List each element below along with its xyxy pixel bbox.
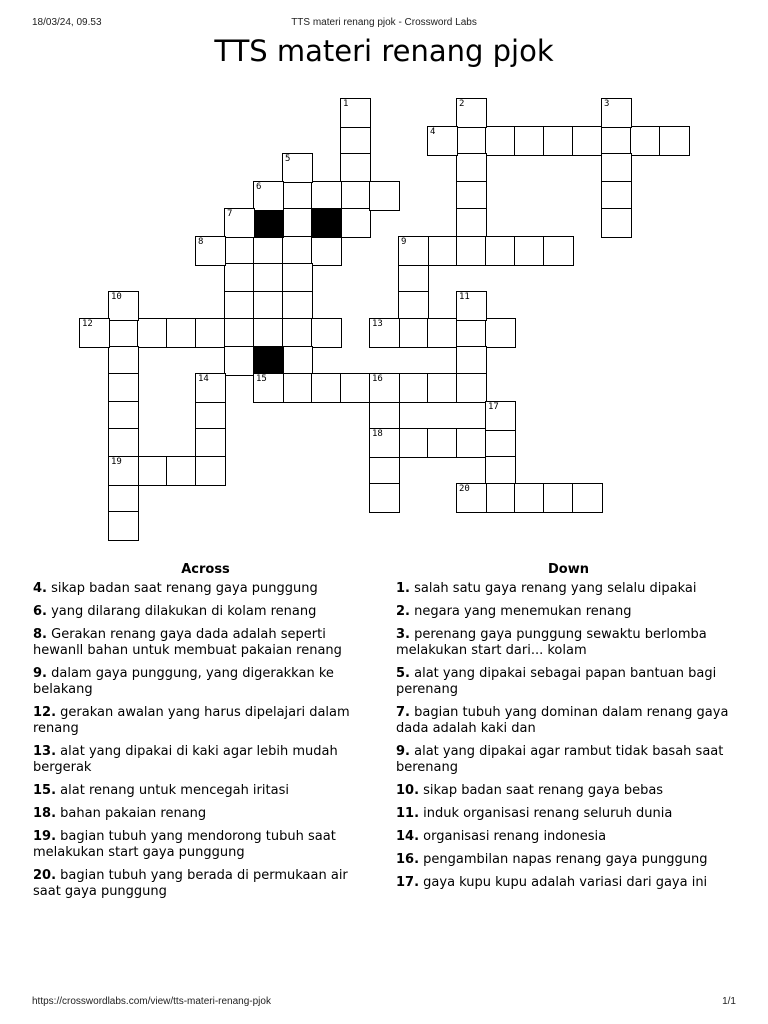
clue-number: 19: [111, 456, 122, 467]
clue-number: 9.: [396, 744, 410, 759]
clue-number: 8: [198, 236, 204, 247]
down-clue: [396, 705, 741, 737]
grid-cell[interactable]: [369, 318, 400, 348]
clue-text: alat renang untuk mencegah iritasi: [56, 783, 289, 798]
clue-text: sikap badan saat renang gaya punggung: [46, 581, 318, 596]
clue-number: 15.: [33, 783, 57, 798]
clue-number: 4.: [33, 581, 47, 596]
grid-cell[interactable]: [659, 126, 690, 156]
grid-cell[interactable]: [282, 291, 313, 321]
grid-cell[interactable]: [456, 318, 487, 348]
grid-cell[interactable]: [224, 263, 255, 293]
grid-cell[interactable]: [456, 126, 487, 156]
clue-text: bagian tubuh yang berada di permukaan air saat gaya punggung: [33, 868, 348, 899]
grid-cell[interactable]: [340, 181, 371, 211]
footer-url: https://crosswordlabs.com/view/tts-materi-renang-pjok: [32, 996, 271, 1007]
grid-cell[interactable]: [456, 181, 487, 211]
grid-cell[interactable]: [369, 181, 400, 211]
clue-number: 19.: [33, 829, 57, 844]
down-clue: [396, 744, 741, 776]
grid-cell[interactable]: [398, 263, 429, 293]
clue-number: 7: [227, 209, 233, 219]
grid-cell[interactable]: [398, 318, 429, 348]
grid-cell[interactable]: [282, 181, 313, 211]
grid-cell[interactable]: [456, 346, 487, 376]
clue-number: 14: [198, 374, 209, 384]
grid-cell[interactable]: [456, 98, 487, 128]
grid-cell[interactable]: [485, 126, 516, 156]
grid-cell[interactable]: [282, 318, 313, 348]
down-clue: [396, 852, 741, 868]
clue-number: 3.: [396, 627, 410, 642]
clue-number: 16: [372, 374, 383, 384]
grid-cell[interactable]: [253, 236, 284, 266]
down-clues: [396, 562, 741, 898]
grid-cell[interactable]: [311, 318, 342, 348]
grid-cell[interactable]: [108, 401, 139, 431]
clue-number: 7.: [396, 705, 410, 720]
grid-cell[interactable]: [543, 236, 574, 266]
grid-cell[interactable]: [398, 373, 429, 403]
grid-cell[interactable]: [108, 346, 139, 376]
clue-text: dalam gaya punggung, yang digerakkan ke belakang: [33, 666, 334, 697]
grid-cell[interactable]: [224, 346, 255, 376]
clue-text: yang dilarang dilakukan di kolam renang: [46, 604, 317, 619]
grid-cell[interactable]: [427, 236, 458, 266]
clue-text: Gerakan renang gaya dada adalah seperti hewanll bahan untuk membuat pakaian renang: [33, 627, 342, 658]
grid-cell[interactable]: [195, 401, 226, 431]
across-clue: [33, 783, 378, 799]
grid-cell[interactable]: [369, 428, 400, 458]
clue-text: negara yang menemukan renang: [409, 604, 632, 619]
clue-text: bagian tubuh yang dominan dalam renang gaya dada adalah kaki dan: [396, 705, 729, 736]
clue-number: 20.: [33, 868, 57, 883]
grid-cell[interactable]: [224, 291, 255, 321]
grid-cell[interactable]: [195, 456, 226, 486]
clue-number: 13: [372, 319, 383, 329]
grid-cell[interactable]: [108, 483, 139, 513]
clue-text: alat yang dipakai agar rambut tidak basah saat berenang: [396, 744, 724, 775]
grid-cell[interactable]: [224, 318, 255, 348]
grid-cell[interactable]: [369, 373, 400, 403]
grid-cell[interactable]: [601, 153, 632, 183]
grid-cell[interactable]: [485, 483, 516, 513]
clue-number: 13.: [33, 744, 57, 759]
print-doc-title: TTS materi renang pjok - Crossword Labs: [291, 17, 477, 28]
grid-cell[interactable]: [601, 126, 632, 156]
clue-text: gaya kupu kupu adalah variasi dari gaya ini: [419, 875, 708, 890]
grid-cell[interactable]: [601, 208, 632, 238]
grid-cell[interactable]: [108, 291, 139, 321]
grid-cell[interactable]: [456, 236, 487, 266]
footer-page-number: 1/1: [722, 996, 736, 1007]
grid-cell[interactable]: [485, 456, 516, 486]
down-clue: [396, 875, 741, 891]
grid-cell[interactable]: [398, 428, 429, 458]
clue-text: salah satu gaya renang yang selalu dipakai: [409, 581, 697, 596]
grid-cell[interactable]: [340, 126, 371, 156]
grid-cell-black: [311, 208, 342, 238]
clue-number: 1.: [396, 581, 410, 596]
grid-cell[interactable]: [282, 346, 313, 376]
clue-text: bagian tubuh yang mendorong tubuh saat melakukan start gaya punggung: [33, 829, 336, 860]
grid-cell[interactable]: [485, 236, 516, 266]
clue-number: 12: [82, 319, 93, 329]
grid-cell[interactable]: [427, 373, 458, 403]
grid-cell[interactable]: [195, 318, 226, 348]
grid-cell[interactable]: [456, 483, 487, 513]
clue-number: 5: [285, 154, 291, 164]
grid-cell[interactable]: [543, 126, 574, 156]
clue-number: 5.: [396, 666, 410, 681]
grid-cell[interactable]: [108, 456, 139, 486]
grid-cell[interactable]: [543, 483, 574, 513]
grid-cell[interactable]: [108, 428, 139, 458]
clue-number: 6: [256, 181, 262, 192]
grid-cell[interactable]: [456, 291, 487, 321]
grid-cell[interactable]: [224, 208, 255, 238]
down-clue: [396, 783, 741, 799]
down-clue: [396, 666, 741, 698]
grid-cell[interactable]: [456, 428, 487, 458]
grid-cell[interactable]: [514, 236, 545, 266]
clue-text: pengambilan napas renang gaya punggung: [419, 852, 708, 867]
across-clue: [33, 581, 378, 597]
grid-cell[interactable]: [369, 483, 400, 513]
down-clue: [396, 581, 741, 597]
grid-cell[interactable]: [195, 428, 226, 458]
grid-cell[interactable]: [369, 401, 400, 431]
clue-number: 18.: [33, 806, 57, 821]
grid-cell[interactable]: [601, 98, 632, 128]
print-datetime: 18/03/24, 09.53: [32, 17, 102, 28]
clue-number: 16.: [396, 852, 420, 867]
grid-cell[interactable]: [514, 126, 545, 156]
clue-number: 20: [459, 484, 470, 494]
clue-text: bahan pakaian renang: [56, 806, 207, 821]
clue-number: 12.: [33, 705, 57, 720]
down-clue: [396, 604, 741, 620]
grid-cell[interactable]: [456, 373, 487, 403]
grid-cell[interactable]: [572, 126, 603, 156]
across-clue: [33, 806, 378, 822]
grid-cell[interactable]: [311, 373, 342, 403]
grid-cell[interactable]: [253, 263, 284, 293]
grid-cell[interactable]: [427, 428, 458, 458]
clue-text: perenang gaya punggung sewaktu berlomba melakukan start dari... kolam: [396, 627, 707, 658]
grid-cell[interactable]: [427, 318, 458, 348]
clue-number: 10: [111, 291, 122, 302]
grid-cell[interactable]: [282, 236, 313, 266]
across-clue: [33, 868, 378, 900]
grid-cell[interactable]: [398, 291, 429, 321]
grid-cell[interactable]: [195, 373, 226, 403]
across-heading: Across: [181, 562, 230, 577]
clue-number: 14.: [396, 829, 420, 844]
grid-cell[interactable]: [166, 318, 197, 348]
down-clue: [396, 806, 741, 822]
across-clue: [33, 627, 378, 659]
clue-text: gerakan awalan yang harus dipelajari dalam renang: [33, 705, 350, 736]
grid-cell[interactable]: [340, 153, 371, 183]
grid-cell[interactable]: [253, 291, 284, 321]
grid-cell[interactable]: [79, 318, 110, 348]
clue-number: 18: [372, 429, 383, 439]
grid-cell[interactable]: [456, 208, 487, 238]
clue-number: 17.: [396, 875, 420, 890]
grid-cell[interactable]: [601, 181, 632, 211]
grid-cell[interactable]: [340, 208, 371, 238]
clue-text: organisasi renang indonesia: [419, 829, 607, 844]
across-clue: [33, 604, 378, 620]
across-clues: [33, 562, 378, 907]
grid-cell[interactable]: [282, 263, 313, 293]
grid-cell[interactable]: [340, 98, 371, 128]
clue-text: alat yang dipakai di kaki agar lebih mudah bergerak: [33, 744, 338, 775]
across-clue: [33, 829, 378, 861]
clue-number: 6.: [33, 604, 47, 619]
clue-number: 3: [604, 99, 610, 109]
down-clue: [396, 829, 741, 845]
grid-cell[interactable]: [282, 208, 313, 238]
across-clue: [33, 744, 378, 776]
clue-number: 1: [343, 99, 349, 109]
grid-cell[interactable]: [282, 153, 313, 183]
grid-cell[interactable]: [195, 236, 226, 266]
clue-number: 10.: [396, 783, 420, 798]
grid-cell[interactable]: [253, 373, 284, 403]
grid-cell[interactable]: [311, 236, 342, 266]
grid-cell[interactable]: [572, 483, 603, 513]
grid-cell[interactable]: [137, 456, 168, 486]
grid-cell[interactable]: [485, 428, 516, 458]
grid-cell[interactable]: [485, 401, 516, 431]
clue-number: 2: [459, 99, 465, 109]
grid-cell[interactable]: [282, 373, 313, 403]
grid-cell[interactable]: [108, 373, 139, 403]
grid-cell[interactable]: [485, 318, 516, 348]
clue-number: 9.: [33, 666, 47, 681]
grid-cell[interactable]: [253, 181, 284, 211]
grid-cell[interactable]: [253, 318, 284, 348]
clue-text: induk organisasi renang seluruh dunia: [419, 806, 673, 821]
down-clue: [396, 627, 741, 659]
down-heading: Down: [548, 562, 589, 577]
grid-cell[interactable]: [369, 456, 400, 486]
clue-number: 2.: [396, 604, 410, 619]
clue-number: 4: [430, 126, 436, 137]
grid-cell[interactable]: [224, 236, 255, 266]
clue-text: sikap badan saat renang gaya bebas: [419, 783, 664, 798]
grid-cell-black: [253, 346, 284, 376]
grid-cell[interactable]: [427, 126, 458, 156]
grid-cell[interactable]: [108, 511, 139, 541]
clue-number: 11: [459, 291, 470, 302]
grid-cell[interactable]: [514, 483, 545, 513]
clue-number: 11.: [396, 806, 420, 821]
grid-cell[interactable]: [166, 456, 197, 486]
grid-cell[interactable]: [137, 318, 168, 348]
across-clue: [33, 705, 378, 737]
clue-number: 15: [256, 374, 267, 384]
grid-cell[interactable]: [311, 181, 342, 211]
clue-number: 9: [401, 236, 407, 247]
clue-text: alat yang dipakai sebagai papan bantuan bagi perenang: [396, 666, 717, 697]
clue-number: 8.: [33, 627, 47, 642]
grid-cell[interactable]: [340, 373, 371, 403]
clue-number: 17: [488, 401, 499, 412]
across-clue: [33, 666, 378, 698]
grid-cell[interactable]: [398, 236, 429, 266]
grid-cell[interactable]: [108, 318, 139, 348]
page-title: TTS materi renang pjok: [214, 34, 554, 68]
grid-cell[interactable]: [456, 153, 487, 183]
grid-cell[interactable]: [630, 126, 661, 156]
grid-cell-black: [253, 208, 284, 238]
